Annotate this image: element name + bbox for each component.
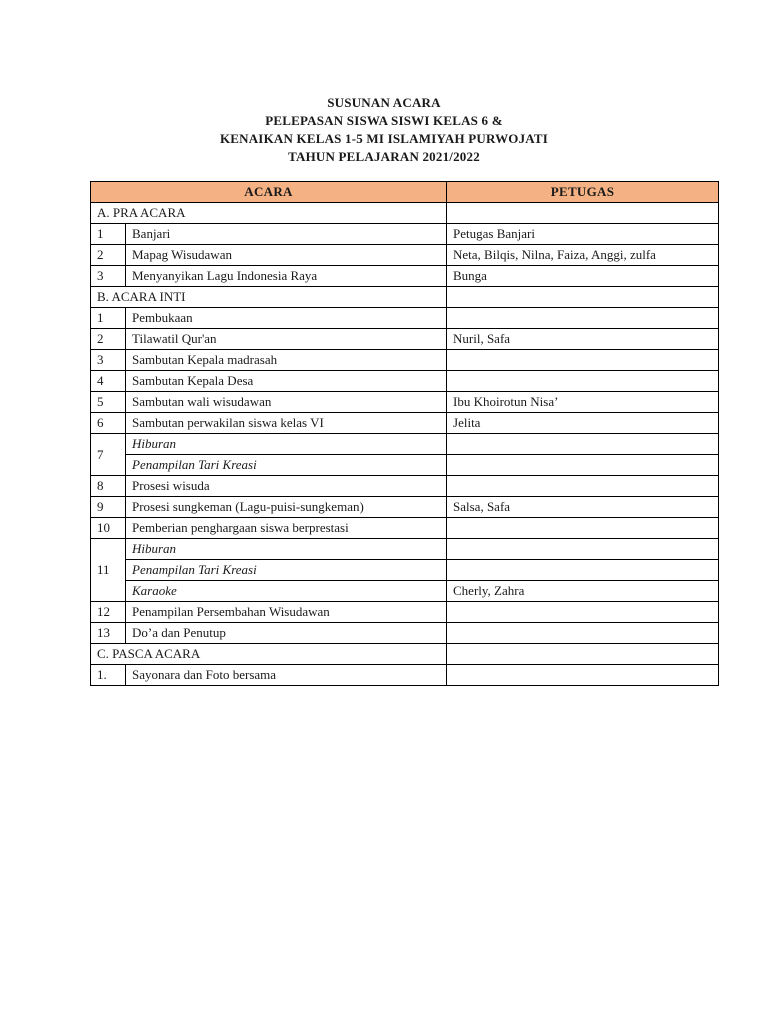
row-acara: Do’a dan Penutup — [126, 623, 447, 644]
row-petugas: Jelita — [447, 413, 719, 434]
row-acara: Pemberian penghargaan siswa berprestasi — [126, 518, 447, 539]
row-number: 1 — [91, 224, 126, 245]
section-label: C. PASCA ACARA — [91, 644, 447, 665]
table-row — [91, 665, 719, 686]
row-number: 3 — [91, 350, 126, 371]
title-line-3: KENAIKAN KELAS 1-5 MI ISLAMIYAH PURWOJATI — [219, 131, 549, 146]
row-acara-sub: Penampilan Tari Kreasi — [126, 455, 447, 476]
row-petugas — [447, 350, 719, 371]
row-number: 13 — [91, 623, 126, 644]
section-label: B. ACARA INTI — [91, 287, 447, 308]
row-petugas: Petugas Banjari — [447, 224, 719, 245]
table-cell — [447, 434, 719, 455]
document-title — [0, 94, 768, 166]
row-acara: Pembukaan — [126, 308, 447, 329]
row-acara: Sambutan wali wisudawan — [126, 392, 447, 413]
row-number: 7 — [91, 434, 126, 476]
row-petugas — [447, 476, 719, 497]
row-acara: Sambutan perwakilan siswa kelas VI — [126, 413, 447, 434]
row-number: 12 — [91, 602, 126, 623]
row-petugas — [447, 308, 719, 329]
table-row — [91, 539, 719, 560]
header-petugas: PETUGAS — [447, 182, 719, 203]
row-number: 4 — [91, 371, 126, 392]
row-number: 6 — [91, 413, 126, 434]
title-line-4: TAHUN PELAJARAN 2021/2022 — [288, 149, 480, 164]
row-petugas: Ibu Khoirotun Nisa’ — [447, 392, 719, 413]
row-number: 1. — [91, 665, 126, 686]
table-row — [91, 434, 719, 455]
section-row-pra-acara — [91, 203, 719, 224]
table-cell — [447, 560, 719, 581]
row-acara: Sayonara dan Foto bersama — [126, 665, 447, 686]
row-petugas: Bunga — [447, 266, 719, 287]
section-label: A. PRA ACARA — [91, 203, 447, 224]
row-acara: Banjari — [126, 224, 447, 245]
table-row — [91, 602, 719, 623]
table-row — [91, 392, 719, 413]
row-petugas — [447, 371, 719, 392]
row-acara: Tilawatil Qur'an — [126, 329, 447, 350]
table-row — [91, 266, 719, 287]
row-number: 10 — [91, 518, 126, 539]
table-row — [91, 350, 719, 371]
row-petugas — [447, 518, 719, 539]
row-number: 2 — [91, 245, 126, 266]
table-row — [91, 371, 719, 392]
row-number: 8 — [91, 476, 126, 497]
row-acara-heading: Hiburan — [126, 539, 447, 560]
table-row — [91, 560, 719, 581]
table-row — [91, 623, 719, 644]
row-acara: Prosesi sungkeman (Lagu-puisi-sungkeman) — [126, 497, 447, 518]
title-line-2: PELEPASAN SISWA SISWI KELAS 6 & — [265, 113, 503, 128]
table-row — [91, 497, 719, 518]
row-number: 11 — [91, 539, 126, 602]
row-number: 5 — [91, 392, 126, 413]
row-petugas: Neta, Bilqis, Nilna, Faiza, Anggi, zulfa — [447, 245, 719, 266]
table-cell — [447, 539, 719, 560]
table-row — [91, 329, 719, 350]
table-row — [91, 518, 719, 539]
row-acara: Mapag Wisudawan — [126, 245, 447, 266]
table-row — [91, 224, 719, 245]
table-cell — [447, 644, 719, 665]
row-number: 9 — [91, 497, 126, 518]
header-acara: ACARA — [91, 182, 447, 203]
table-row — [91, 413, 719, 434]
table-row — [91, 308, 719, 329]
row-number: 1 — [91, 308, 126, 329]
row-petugas: Nuril, Safa — [447, 329, 719, 350]
row-number: 3 — [91, 266, 126, 287]
table-cell — [447, 203, 719, 224]
table-row — [91, 455, 719, 476]
schedule-table — [90, 181, 719, 686]
row-petugas — [447, 665, 719, 686]
row-acara: Menyanyikan Lagu Indonesia Raya — [126, 266, 447, 287]
table-row — [91, 476, 719, 497]
row-petugas — [447, 602, 719, 623]
row-number: 2 — [91, 329, 126, 350]
section-row-pasca-acara — [91, 644, 719, 665]
table-header-row — [91, 182, 719, 203]
row-acara: Sambutan Kepala Desa — [126, 371, 447, 392]
row-acara-sub: Penampilan Tari Kreasi — [126, 560, 447, 581]
row-acara-sub: Karaoke — [126, 581, 447, 602]
row-acara-heading: Hiburan — [126, 434, 447, 455]
row-petugas — [447, 623, 719, 644]
row-petugas: Salsa, Safa — [447, 497, 719, 518]
title-line-1: SUSUNAN ACARA — [327, 95, 441, 110]
row-acara: Sambutan Kepala madrasah — [126, 350, 447, 371]
table-row — [91, 245, 719, 266]
row-petugas: Cherly, Zahra — [447, 581, 719, 602]
section-row-acara-inti — [91, 287, 719, 308]
row-acara: Prosesi wisuda — [126, 476, 447, 497]
table-cell — [447, 287, 719, 308]
table-cell — [447, 455, 719, 476]
row-acara: Penampilan Persembahan Wisudawan — [126, 602, 447, 623]
table-row — [91, 581, 719, 602]
